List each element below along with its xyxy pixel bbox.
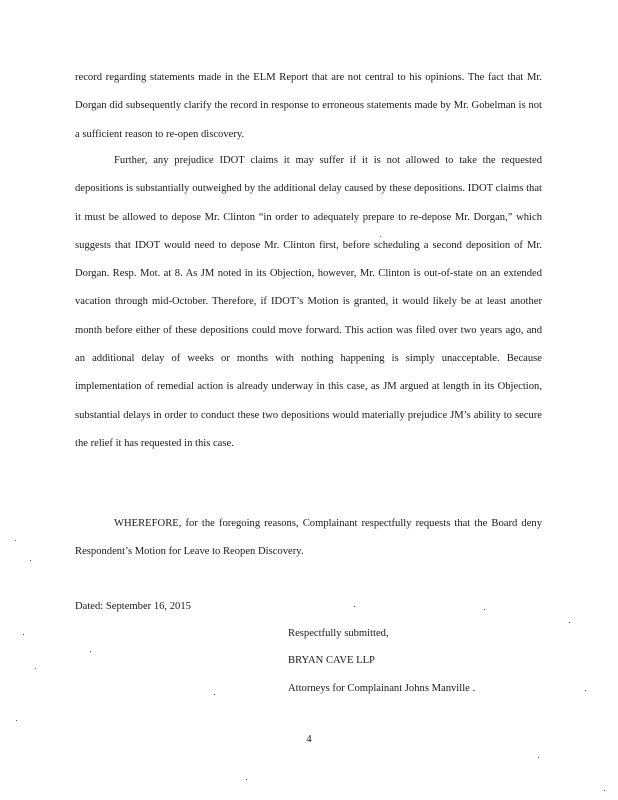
signature-firm: BRYAN CAVE LLP xyxy=(288,655,375,666)
scan-speck xyxy=(604,790,605,791)
scan-speck xyxy=(90,651,91,652)
scan-speck xyxy=(16,720,17,721)
body-paragraph-1: record regarding statements made in the ELM Report that are not central to his opinions. The fact that Mr. Dorgan did subsequently clarify the record in response to erroneous statements made by Mr. Gobelman is not a sufficient reason to re-open discovery. xyxy=(75,72,542,140)
scan-speck xyxy=(23,634,24,635)
signature-closing: Respectfully submitted, xyxy=(288,628,389,639)
scan-speck xyxy=(569,622,570,623)
page-number: 4 xyxy=(306,734,312,745)
scan-speck xyxy=(35,668,36,669)
dated-line: Dated: September 16, 2015 xyxy=(75,601,191,612)
scan-speck xyxy=(15,540,16,541)
scan-speck xyxy=(538,757,539,758)
scan-speck xyxy=(380,236,381,237)
scan-speck xyxy=(246,779,247,780)
body-paragraph-2: Further, any prejudice IDOT claims it may suffer if it is not allowed to take the requested depositions is substantially outweighed by the additional delay caused by these depositions. IDOT claims that it must be allowed to depose Mr. Clinton “in order to adequately prepare to re-depose Mr. Dorgan,” which suggests that IDOT would need to depose Mr. Clinton first, before scheduling a second deposition of Mr. Dorgan. Resp. Mot. at 8. As JM noted in its Objection, however, Mr. Clinton is out-of-state on an extended vacation through mid-October. Therefore, if IDOT’s Motion is granted, it would likely be at least another month before either of these depositions could move forward. This action was filed over two years ago, and an additional delay of weeks or months with nothing happening is simply unacceptable. Because implementation of remedial action is already underway in this case, as JM argued at length in its Objection, substantial delays in order to conduct these two depositions would materially prejudice JM’s ability to secure the relief it has requested in this case. xyxy=(75,155,542,449)
scan-speck xyxy=(585,690,586,691)
scan-speck xyxy=(214,694,215,695)
scan-speck xyxy=(30,560,31,561)
wherefore-paragraph: WHEREFORE, for the foregoing reasons, Complainant respectfully requests that the Board deny Respondent’s Motion for Leave to Reopen Discovery. xyxy=(75,518,542,558)
scan-speck xyxy=(354,606,355,607)
scan-speck xyxy=(484,609,485,610)
signature-role: Attorneys for Complainant Johns Manville . xyxy=(288,683,476,694)
